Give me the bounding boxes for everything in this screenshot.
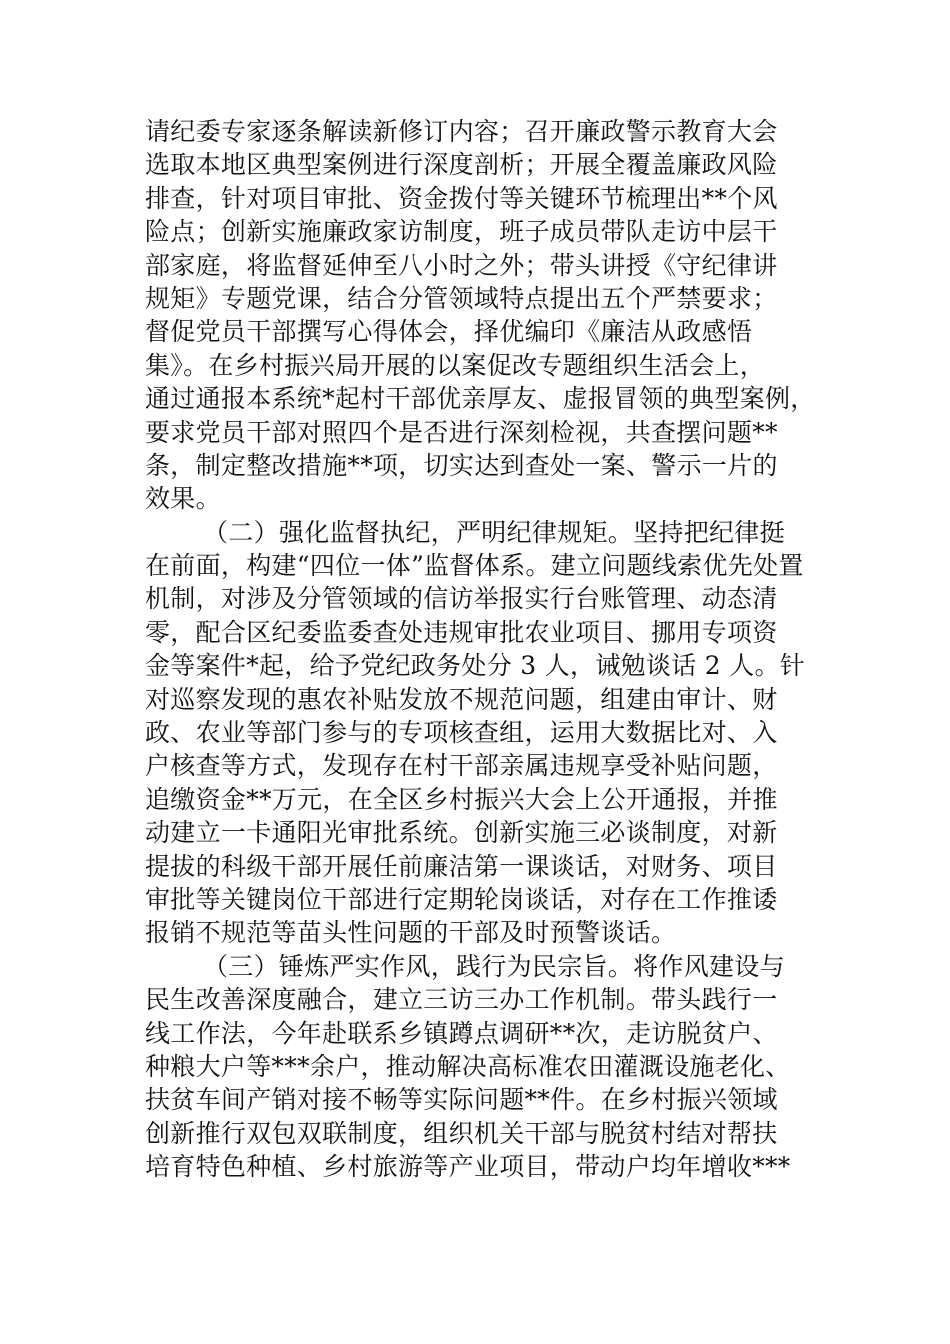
text-line: 选取本地区典型案例进行深度剖析；开展全覆盖廉政风险 (145, 150, 778, 180)
text-line: 户核查等方式，发现存在村干部亲属违规享受补贴问题， (145, 751, 778, 781)
text-line: 创新推行双包双联制度，组织机关干部与脱贫村结对帮扶 (145, 1118, 778, 1148)
text-line: 通过通报本系统*起村干部优亲厚友、虚报冒领的典型案例， (145, 384, 816, 414)
text-line: 审批等关键岗位干部进行定期轮岗谈话，对存在工作推诿 (145, 884, 778, 914)
text-line: 政、农业等部门参与的专项核查组，运用大数据比对、入 (145, 718, 778, 748)
text-line: 集》。在乡村振兴局开展的以案促改专题组织生活会上， (145, 350, 766, 380)
section-heading-line: （二）强化监督执纪，严明纪律规矩。坚持把纪律挺 (203, 517, 785, 547)
text-line: 请纪委专家逐条解读新修订内容；召开廉政警示教育大会 (145, 117, 778, 146)
text-line: 条，制定整改措施**项，切实达到查处一案、警示一片的 (145, 450, 778, 480)
text-line: 报销不规范等苗头性问题的干部及时预警谈话。 (145, 918, 677, 948)
text-line: 零，配合区纪委监委查处违规审批农业项目、挪用专项资 (145, 617, 778, 647)
text-line: 扶贫车间产销对接不畅等实际问题**件。在乡村振兴领域 (145, 1085, 778, 1115)
text-line: 线工作法，今年赴联系乡镇蹲点调研**次，走访脱贫户、 (145, 1018, 778, 1048)
text-line: 要求党员干部对照四个是否进行深刻检视，共查摆问题** (145, 417, 778, 447)
text-line: 种粮大户等***余户，推动解决高标准农田灌溉设施老化、 (145, 1051, 791, 1081)
text-line: 效果。 (145, 484, 221, 514)
text-line: 险点；创新实施廉政家访制度，班子成员带队走访中层干 (145, 217, 778, 247)
text-line: 追缴资金**万元，在全区乡村振兴大会上公开通报，并推 (145, 784, 778, 814)
text-line: 规矩》专题党课，结合分管领域特点提出五个严禁要求； (145, 283, 778, 313)
section-heading-line: （三）锤炼严实作风，践行为民宗旨。将作风建设与 (203, 951, 785, 981)
text-line: 对巡察发现的惠农补贴发放不规范问题，组建由审计、财 (145, 684, 778, 714)
text-line: 部家庭，将监督延伸至八小时之外；带头讲授《守纪律讲 (145, 250, 778, 280)
text-line: 机制，对涉及分管领域的信访举报实行台账管理、动态清 (145, 584, 778, 614)
text-line: 在前面，构建“四位一体”监督体系。建立问题线索优先处置 (145, 551, 804, 581)
text-line: 督促党员干部撰写心得体会，择优编印《廉洁从政感悟 (145, 317, 753, 347)
text-line: 培育特色种植、乡村旅游等产业项目，带动户均年增收*** (145, 1152, 791, 1182)
text-line: 民生改善深度融合，建立三访三办工作机制。带头践行一 (145, 985, 778, 1015)
text-line: 动建立一卡通阳光审批系统。创新实施三必谈制度，对新 (145, 818, 778, 848)
text-line: 排查，针对项目审批、资金拨付等关键环节梳理出**个风 (145, 183, 778, 213)
text-line: 提拔的科级干部开展任前廉洁第一课谈话，对财务、项目 (145, 851, 778, 881)
text-line: 金等案件*起，给予党纪政务处分 3 人，诫勉谈话 2 人。针 (145, 651, 806, 681)
body-text (145, 115, 835, 1184)
